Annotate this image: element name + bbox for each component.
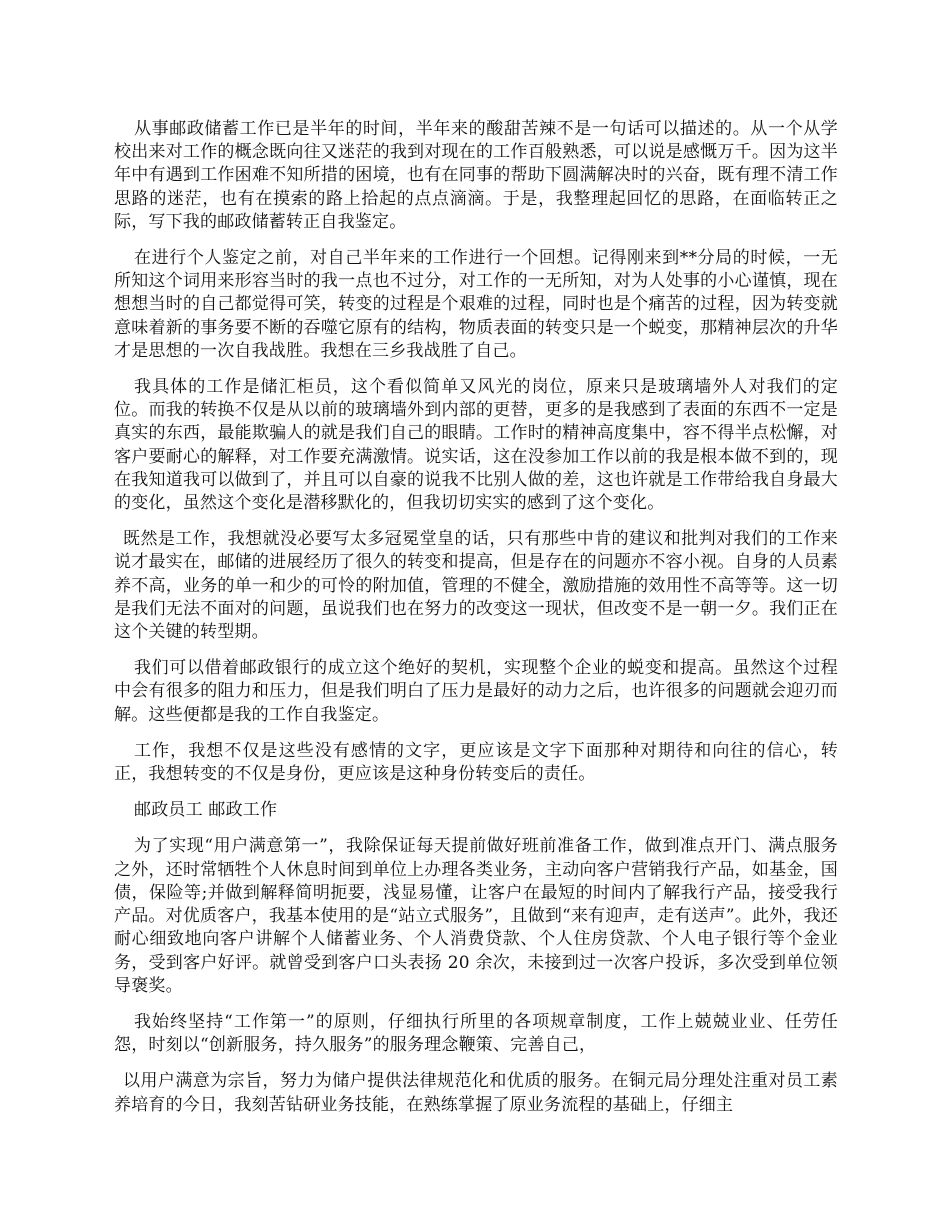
paragraph-9: 以用户满意为宗旨，努力为储户提供法律规范化和优质的服务。在铜元局分理处注重对员工素养培育的今日，我刻苦钻研业务技能，在熟练掌握了原业务流程的基础上，仔细主 xyxy=(114,1071,838,1115)
paragraph-5: 我们可以借着邮政银行的成立这个绝好的契机，实现整个企业的蜕变和提高。虽然这个过程中会有很多的阻力和压力，但是我们明白了压力是最好的动力之后，也许很多的问题就会迎刃而解。这些便都是我的工作自我鉴定。 xyxy=(114,658,838,725)
paragraph-3: 我具体的工作是储汇柜员，这个看似简单又风光的岗位，原来只是玻璃墙外人对我们的定位。而我的转换不仅是从以前的玻璃墙外到内部的更替，更多的是我感到了表面的东西不一定是真实的东西，最能欺骗人的就是我们自己的眼睛。工作时的精神高度集中，容不得半点松懈，对客户要耐心的解释，对工作要充满激情。说实话，这在没参加工作以前的我是根本做不到的，现在我知道我可以做到了，并且可以自豪的说我不比别人做的差，这也许就是工作带给我自身最大的变化，虽然这个变化是潜移默化的，但我切切实实的感到了这个变化。 xyxy=(114,377,838,514)
paragraph-8: 我始终坚持“工作第一”的原则，仔细执行所里的各项规章制度，工作上兢兢业业、任劳任怨，时刻以“创新服务，持久服务”的服务理念鞭策、完善自己， xyxy=(114,1011,838,1056)
paragraph-1: 从事邮政储蓄工作已是半年的时间，半年来的酸甜苦辣不是一句话可以描述的。从一个从学校出来对工作的概念既向往又迷茫的我到对现在的工作百般熟悉，可以说是感慨万千。因为这半年中有遇到工作困难不知所措的困境，也有在同事的帮助下圆满解决时的兴奋，既有理不清工作思路的迷茫，也有在摸索的路上拾起的点点滴滴。于是，我整理起回忆的思路，在面临转正之际，写下我的邮政储蓄转正自我鉴定。 xyxy=(114,119,838,232)
section-heading: 邮政员工 邮政工作 xyxy=(134,800,278,821)
paragraph-4: 既然是工作，我想就没必要写太多冠冕堂皇的话，只有那些中肯的建议和批判对我们的工作来说才最实在，邮储的进展经历了很久的转变和提高，但是存在的问题亦不容小视。自身的人员素养不高，业务的单一和少的可怜的附加值，管理的不健全，激励措施的效用性不高等等。这一切是我们无法不面对的问题，虽说我们也在努力的改变这一现状，但改变不是一朝一夕。我们正在这个关键的转型期。 xyxy=(114,529,838,643)
document-body xyxy=(114,118,838,1130)
paragraph-2: 在进行个人鉴定之前，对自己半年来的工作进行一个回想。记得刚来到**分局的时候，一无所知这个词用来形容当时的我一点也不过分，对工作的一无所知，对为人处事的小心谨慎，现在想想当时的自己都觉得可笑，转变的过程是个艰难的过程，同时也是个痛苦的过程，因为转变就意味着新的事务要不断的吞噬它原有的结构，物质表面的转变只是一个蜕变，那精神层次的升华才是思想的一次自我战胜。我想在三乡我战胜了自己。 xyxy=(114,248,838,361)
paragraph-6: 工作，我想不仅是这些没有感情的文字，更应该是文字下面那种对期待和向往的信心，转正，我想转变的不仅是身份，更应该是这种身份转变后的责任。 xyxy=(114,740,838,785)
paragraph-7: 为了实现“用户满意第一”，我除保证每天提前做好班前准备工作，做到准点开门、满点服务之外，还时常牺牲个人休息时间到单位上办理各类业务，主动向客户营销我行产品，如基金，国债，保险等;并做到解释简明扼要，浅显易懂，让客户在最短的时间内了解我行产品，接受我行产品。对优质客户，我基本使用的是“站立式服务”，且做到“来有迎声，走有送声”。此外，我还耐心细致地向客户讲解个人储蓄业务、个人消费贷款、个人住房贷款、个人电子银行等个金业务，受到客户好评。就曾受到客户口头表扬 20 余次，未接到过一次客户投诉，多次受到单位领导褒奖。 xyxy=(114,836,838,996)
